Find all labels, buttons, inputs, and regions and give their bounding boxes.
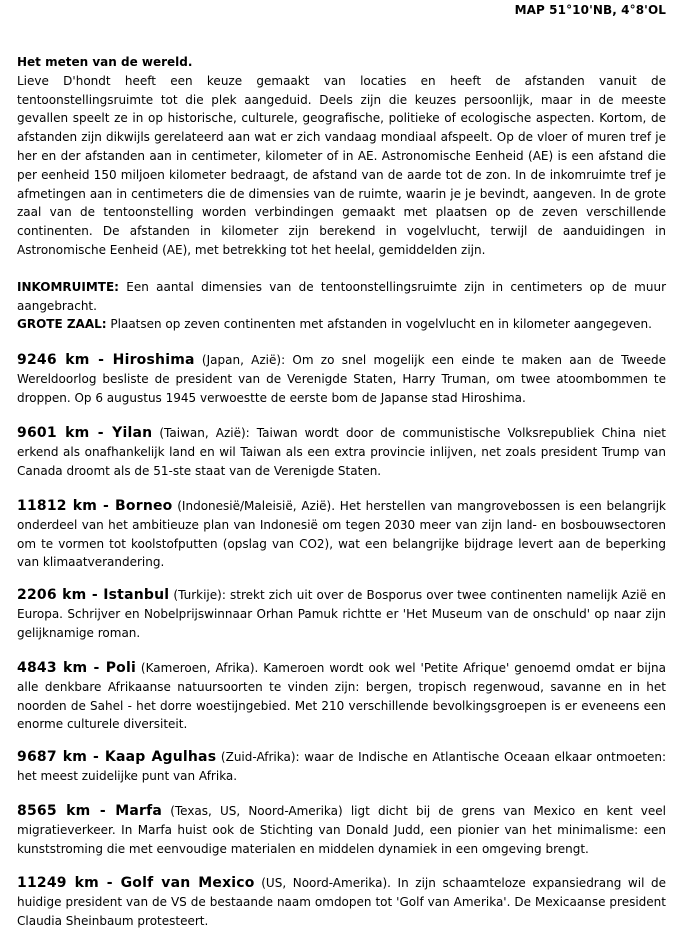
section-text: Een aantal dimensies van de tentoonstellingsruimte zijn in centimeters op de muur aangebracht. xyxy=(17,280,666,313)
entry-heading: 9687 km - Kaap Agulhas xyxy=(17,749,217,765)
location-entry-marfa xyxy=(17,802,666,858)
entry-heading: 9601 km - Yilan xyxy=(17,425,153,441)
entry-text: . In zijn schaamteloze expansiedrang wil de huidige president van de VS de bestaande naam omdopen tot 'Golf van Amerika'. De Mexicaanse president Claudia Sheinbaum protesteert. xyxy=(17,876,666,928)
entry-region: (Kameroen, Afrika) xyxy=(135,661,255,675)
section-inkomruimte xyxy=(17,278,666,316)
entry-heading: 8565 km - Marfa xyxy=(17,803,163,819)
section-grote-zaal xyxy=(17,315,666,334)
entry-region: (Indonesië/Maleisië, Azië) xyxy=(172,499,332,513)
location-entry-kaap-agulhas xyxy=(17,748,666,786)
entry-text: ligt dicht bij de grens van Mexico en kent veel migratieverkeer. In Marfa huist ook de Stichting van Donald Judd, een pionier van het minimalisme: een kunststroming die met eenvoudige materialen en middelen dynamiek in een omgeving brengt. xyxy=(17,804,667,856)
entry-region: (Texas, US, Noord-Amerika) xyxy=(162,804,343,818)
map-coordinates-header: MAP 51°10'NB, 4°8'OL xyxy=(514,3,666,17)
location-entry-poli xyxy=(17,659,666,734)
entry-text: : Taiwan wordt door de communistische Volksrepubliek China niet erkend als onafhankelijk land en wil Taiwan als een extra provincie inlijven, net zoals president Trump van Canada droomt als de 51-ste staat van de Verenigde Staten. xyxy=(17,426,666,478)
section-label: INKOMRUIMTE: xyxy=(17,280,119,294)
location-entry-istanbul xyxy=(17,586,666,642)
entry-region: (Zuid-Afrika) xyxy=(216,750,296,764)
section-label: GROTE ZAAL: xyxy=(17,317,107,331)
location-entry-borneo xyxy=(17,497,666,572)
entry-region: (Japan, Azië) xyxy=(194,353,282,367)
entry-heading: 11249 km - Golf van Mexico xyxy=(17,875,255,891)
intro-paragraph xyxy=(17,53,666,260)
section-text: Plaatsen op zeven continenten met afstanden in vogelvlucht en in kilometer aangegeven. xyxy=(106,317,652,331)
location-entry-hiroshima xyxy=(17,351,666,407)
entry-heading: 2206 km - Istanbul xyxy=(17,587,170,603)
entry-region: (US, Noord-Amerika) xyxy=(254,876,388,890)
entry-heading: 11812 km - Borneo xyxy=(17,498,173,514)
entry-text: : waar de Indische en Atlantische Oceaan elkaar ontmoeten: het meest zuidelijke punt van Afrika. xyxy=(17,750,666,783)
document-title: Het meten van de wereld. xyxy=(17,55,193,69)
entry-heading: 9246 km - Hiroshima xyxy=(17,352,195,368)
location-entry-yilan xyxy=(17,424,666,480)
entry-region: (Taiwan, Azië) xyxy=(152,426,246,440)
entry-text: . Het herstellen van mangrovebossen is een belangrijk onderdeel van het ambitieuze plan van Indonesië om tegen 2030 meer van zijn land- en bosbouwsectoren om te vormen tot koolstofputten (opslag van CO2), wat een belangrijke bijdrage levert aan de beperking van klimaatverandering. xyxy=(17,499,666,570)
entry-text: . Kameroen wordt ook wel 'Petite Afrique' genoemd omdat er bijna alle denkbare Afrikaanse natuursoorten te vinden zijn: bergen, tropisch regenwoud, savanne en in het noorden de Sahel - het dorre woestijngebied. Met 210 verschillende bevolkingsgroepen is er eveneens een enorme culturele diversiteit. xyxy=(17,661,666,732)
entry-heading: 4843 km - Poli xyxy=(17,660,136,676)
entry-region: (Turkije) xyxy=(169,588,222,602)
entry-text: : Om zo snel mogelijk een einde te maken aan de Tweede Wereldoorlog besliste de president van de Verenigde Staten, Harry Truman, om twee atoombommen te droppen. Op 6 augustus 1945 verwoestte de eerste bom de Japanse stad Hiroshima. xyxy=(17,353,666,405)
location-entry-golf-van-mexico xyxy=(17,874,666,930)
intro-body: Lieve D'hondt heeft een keuze gemaakt van locaties en heeft de afstanden vanuit de tentoonstellingsruimte tot die plek aangeduid. Deels zijn die keuzes persoonlijk, maar in de meeste gevallen speelt ze in op historische, culturele, geografische, politieke of ecologische aspecten. Kortom, de afstanden zijn dikwijls gerelateerd aan wat er zich vandaag mondiaal afspeelt. Op de vloer of muren tref je her en der afstanden aan in centimeter, kilometer of in AE. Astronomische Eenheid (AE) is een afstand die per eenheid 150 miljoen kilometer bedraagt, de afstand van de aarde tot de zon. In de inkomruimte tref je afmetingen aan in centimeters die de dimensies van de ruimte, waarin je je bevindt, aangeven. In de grote zaal van de tentoonstelling worden verbindingen gemaakt met plaatsen op de zeven verschillende continenten. De afstanden in kilometer zijn berekend in vogelvlucht, terwijl de aanduidingen in Astronomische Eenheid (AE), met betrekking tot het heelal, gemiddelden zijn. xyxy=(17,73,666,257)
entry-text: : strekt zich uit over de Bosporus over twee continenten namelijk Azië en Europa. Schrijver en Nobelprijswinnaar Orhan Pamuk richtte er 'Het Museum van de onschuld' op naar zijn gelijknamige roman. xyxy=(17,588,666,640)
